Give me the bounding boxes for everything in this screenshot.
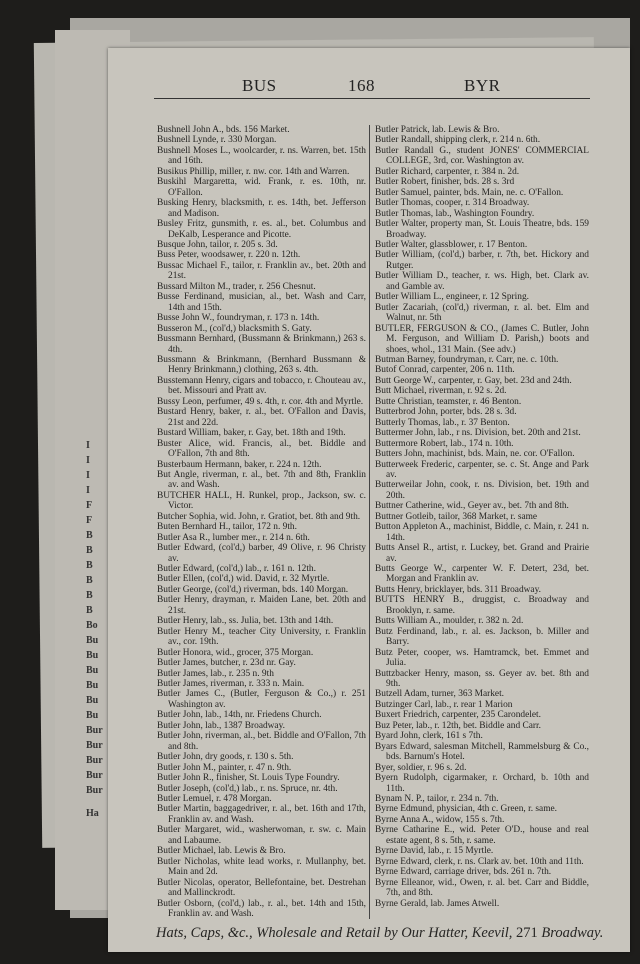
directory-entry: Bussy Leon, perfumer, 49 s. 4th, r. cor. 4th and Myrtle.	[157, 396, 364, 407]
directory-entry: Butler Michael, lab. Lewis & Bro.	[157, 846, 286, 857]
directory-entry: Butz Peter, cooper, ws. Hamtramck, bet. Emmet and Julia.	[375, 647, 589, 669]
underlying-text-fragment: Bu	[86, 680, 99, 691]
directory-entry: Buskihl Margaretta, wid. Frank, r. es. 10th, nr. O'Fallon.	[157, 177, 366, 198]
underlying-text-fragment: Bur	[86, 755, 103, 766]
directory-entry: BUTLER, FERGUSON & CO., (James C. Butler, John M. Ferguson, and William D. Parish,) boots and shoes, whol., 131 Main. (See adv.)	[375, 323, 589, 355]
directory-entry: Buttzbacker Henry, mason, ss. Geyer av. bet. 8th and 9th.	[375, 668, 589, 690]
directory-entry: Butt George W., carpenter, r. Gay, bet. 23d and 24th.	[375, 375, 572, 386]
directory-entry: Butler Asa R., lumber mer., r. 214 n. 6th.	[157, 532, 310, 543]
directory-entry: Butler John, riverman, al., bet. Biddle and O'Fallon, 7th and 8th.	[157, 731, 366, 752]
directory-entry: Butterweek Frederic, carpenter, se. c. St. Ange and Park av.	[375, 459, 589, 480]
directory-entry: Butler Zacariah, (col'd,) riverman, r. al. bet. Elm and Walnut, nr. 5th	[375, 302, 589, 324]
directory-entry: Buttner Gotleib, tailor, 368 Market, r. same	[375, 511, 538, 522]
page-number: 168	[348, 76, 375, 95]
right-guide-word: BYR	[464, 76, 501, 95]
directory-entry: Byrne Anna A., widow, 155 s. 7th.	[375, 814, 505, 825]
directory-entry: Butler William, (col'd,) barber, r. 7th, bet. Hickory and Rutger.	[375, 250, 589, 271]
directory-entry: Butler James C., (Butler, Ferguson & Co.,) r. 251 Washington av.	[157, 689, 366, 710]
directory-entry: Butterbrod John, porter, bds. 28 s. 3d.	[375, 407, 517, 418]
directory-entry: Butler Osborn, (col'd,) lab., r. al., bet. 14th and 15th, Franklin av. and Wash.	[157, 898, 366, 919]
directory-entry: Byars Edward, salesman Mitchell, Rammelsburg & Co., bds. Barnum's Hotel.	[375, 741, 589, 763]
directory-entry: Butterly Thomas, lab., r. 37 Benton.	[375, 417, 510, 428]
underlying-text-fragment: I	[86, 485, 90, 496]
underlying-text-fragment: Bo	[86, 620, 98, 631]
directory-entry: Byrne David, lab., r. 15 Myrtle.	[375, 846, 494, 857]
underlying-text-fragment: B	[86, 530, 93, 541]
directory-entry: Butzell Adam, turner, 363 Market.	[375, 689, 505, 700]
directory-entry: Buxert Friedrich, carpenter, 235 Carondelet.	[375, 710, 541, 721]
directory-entry: Butler Ellen, (col'd,) wid. David, r. 32 Myrtle.	[157, 574, 330, 585]
directory-entry: Byrne Catharine E., wid. Peter O'D., house and real estate agent, 8 s. 5th, r. same.	[375, 825, 589, 846]
directory-entry: Bussmann & Brinkmann, (Bernhard Bussmann & Henry Brinkmann,) clothing, 263 s. 4th.	[157, 354, 366, 376]
directory-entry: Bustard Henry, baker, r. al., bet. O'Fallon and Davis, 21st and 22d.	[157, 407, 366, 428]
directory-entry: Busstemann Henry, cigars and tobacco, r. Chouteau av., bet. Missouri and Pratt av.	[157, 375, 366, 397]
directory-entry: Butler John M., painter, r. 47 n. 9th.	[157, 762, 292, 773]
directory-entry: Byard John, clerk, 161 s 7th.	[375, 731, 483, 742]
directory-entry: Butler William L., engineer, r. 12 Spring.	[375, 292, 529, 303]
header-rule	[154, 98, 590, 99]
footer-ad-text: Hats, Caps, &c., Wholesale and Retail by Our Hatter, Keevil,	[156, 925, 517, 942]
directory-entry: Byer, soldier, r. 96 s. 2d.	[375, 762, 467, 773]
directory-entry: Butler Robert, finisher, bds. 28 s. 3rd	[375, 177, 515, 188]
directory-entry: Butler Joseph, (col'd,) lab., r. ns. Spruce, nr. 4th.	[157, 783, 338, 794]
directory-entry: Butts George W., carpenter W. F. Detert, 23d, bet. Morgan and Franklin av.	[375, 564, 589, 585]
directory-entry: Bushnell John A., bds. 156 Market.	[157, 125, 290, 135]
underlying-text-fragment: Bu	[86, 710, 99, 721]
directory-entry: Butler Edward, (col'd,) lab., r. 161 n. 12th.	[157, 564, 316, 575]
directory-entry: Busseron M., (col'd,) blacksmith S. Gaty.	[157, 323, 312, 334]
directory-entry: Bustard William, baker, r. Gay, bet. 18th and 19th.	[157, 428, 346, 439]
directory-entry: Buss Peter, woodsawer, r. 220 n. 12th.	[157, 250, 301, 261]
directory-entry: Byrne Gerald, lab. James Atwell.	[375, 898, 500, 909]
directory-page	[108, 48, 630, 952]
directory-entry: Butman Barney, foundryman, r. Carr, ne. c. 10th.	[375, 354, 559, 365]
directory-entry: Butler Edward, (col'd,) barber, 49 Olive, r. 96 Christy av.	[157, 543, 366, 564]
directory-entry: Busikus Phillip, miller, r. nw. cor. 14th and Warren.	[157, 166, 350, 177]
directory-entry: Butler John, lab., 14th, nr. Friedens Church.	[157, 710, 322, 721]
directory-entry: Butler Henry, drayman, r. Maiden Lane, bet. 20th and 21st.	[157, 595, 366, 616]
directory-entry: Buten Bernhard H., tailor, 172 n. 9th.	[157, 522, 297, 533]
directory-entry: Butler James, butcher, r. 23d nr. Gay.	[157, 658, 296, 669]
footer-advertisement	[156, 925, 604, 952]
directory-entry: Butler George, (col'd,) riverman, bds. 140 Morgan.	[157, 584, 349, 595]
page-header	[108, 48, 630, 98]
underlying-text-fragment: Bu	[86, 635, 99, 646]
directory-entry: Butler John R., finisher, St. Louis Type Foundry.	[157, 773, 340, 784]
directory-entry: Butler Randall, shipping clerk, r. 214 n. 6th.	[375, 135, 541, 146]
directory-entry: Buster Alice, wid. Francis, al., bet. Biddle and O'Fallon, 7th and 8th.	[157, 438, 366, 460]
directory-entry: Buz Peter, lab., r. 12th, bet. Biddle and Carr.	[375, 720, 541, 731]
directory-entry: Butler Henry, lab., ss. Julia, bet. 13th and 14th.	[157, 616, 334, 627]
directory-entry: Butler William D., teacher, r. ws. High, bet. Clark av. and Gamble av.	[375, 271, 589, 292]
directory-entry: Bushnell Moses L., woolcarder, r. ns. Warren, bet. 15th and 16th.	[157, 145, 366, 167]
directory-entry: Byrne Edward, carriage driver, bds. 261 n. 7th.	[375, 867, 552, 878]
directory-entry: Butler Walter, property man, St. Louis Theatre, bds. 159 Broadway.	[375, 219, 589, 240]
underlying-text-fragment: I	[86, 470, 90, 481]
underlying-text-fragment: Bur	[86, 785, 103, 796]
directory-entry: Butler Thomas, cooper, r. 314 Broadway.	[375, 198, 530, 209]
directory-entry: Byrne Edmund, physician, 4th c. Green, r. same.	[375, 804, 557, 815]
directory-entry: Butz Ferdinand, lab., r. al. es. Jackson, b. Miller and Barry.	[375, 626, 589, 648]
directory-entry: Butler Margaret, wid., washerwoman, r. sw. c. Main and Labaume.	[157, 825, 366, 846]
columns	[157, 125, 589, 919]
directory-entry: Butof Conrad, carpenter, 206 n. 11th.	[375, 365, 515, 376]
directory-entry: Butcher Sophia, wid. John, r. Gratiot, bet. 8th and 9th.	[157, 511, 361, 522]
directory-entry: Bussard Milton M., trader, r. 256 Chesnut.	[157, 281, 316, 292]
directory-entry: Buttner Catherine, wid., Geyer av., bet. 7th and 8th.	[375, 501, 569, 512]
directory-entry: Butler Samuel, painter, bds. Main, ne. c. O'Fallon.	[375, 187, 564, 198]
underlying-text-fragment: Ha	[86, 808, 99, 819]
directory-entry: Bussmann Bernhard, (Bussmann & Brinkmann,) 263 s. 4th.	[157, 334, 366, 355]
underlying-page-text	[86, 440, 108, 819]
underlying-text-fragment: I	[86, 455, 90, 466]
underlying-text-fragment: B	[86, 545, 93, 556]
underlying-text-fragment: Bu	[86, 695, 99, 706]
underlying-text-fragment: F	[86, 515, 93, 526]
directory-entry: Butzinger Carl, lab., r. rear 1 Marion	[375, 699, 513, 710]
directory-entry: Busley Fritz, gunsmith, r. es. al., bet. Columbus and DeKalb, Lesperance and Picotte.	[157, 219, 366, 240]
directory-entry: Butler Thomas, lab., Washington Foundry.	[375, 208, 535, 219]
directory-entry: Butler James, lab., r. 235 n. 9th	[157, 668, 274, 679]
footer-ad-number: 271	[516, 925, 538, 942]
directory-entry: Butte Christian, teamster, r. 46 Benton.	[375, 396, 522, 407]
directory-entry: Butler Honora, wid., grocer, 375 Morgan.	[157, 647, 314, 658]
directory-entry: Butters John, machinist, bds. Main, ne. cor. O'Fallon.	[375, 449, 575, 460]
directory-entry: Butts Henry, bricklayer, bds. 311 Broadway.	[375, 584, 541, 595]
directory-entry: Butler Nicolas, operator, Bellefontaine, bet. Destrehan and Mallinckrodt.	[157, 877, 366, 899]
underlying-text-fragment: Bur	[86, 770, 103, 781]
underlying-text-fragment: B	[86, 590, 93, 601]
directory-entry: Busque John, tailor, r. 205 s. 3d.	[157, 239, 278, 250]
right-column	[369, 125, 589, 919]
directory-entry: Butler Nicholas, white lead works, r. Mullanphy, bet. Main and 2d.	[157, 856, 366, 878]
directory-entry: BUTCHER HALL, H. Runkel, prop., Jackson, sw. c. Victor.	[157, 490, 366, 512]
directory-entry: Busterbaum Hermann, baker, r. 224 n. 12th.	[157, 459, 322, 470]
directory-entry: Busking Henry, blacksmith, r. es. 14th, bet. Jefferson and Madison.	[157, 198, 366, 219]
directory-entry: Butler John, lab., 1387 Broadway.	[157, 720, 286, 731]
directory-entry: Buttermore Robert, lab., 174 n. 10th.	[375, 438, 514, 449]
directory-entry: Byrne Edward, clerk, r. ns. Clark av. bet. 10th and 11th.	[375, 856, 584, 867]
underlying-text-fragment: F	[86, 500, 93, 511]
directory-entry: Bussac Michael F., tailor, r. Franklin av., bet. 20th and 21st.	[157, 260, 366, 282]
directory-entry: Byern Rudolph, cigarmaker, r. Orchard, b. 10th and 11th.	[375, 773, 589, 794]
directory-entry: Butts Ansel R., artist, r. Luckey, bet. Grand and Prairie av.	[375, 543, 589, 564]
directory-entry: Byrne Elleanor, wid., Owen, r. al. bet. Carr and Biddle, 7th, and 8th.	[375, 877, 589, 899]
directory-entry: Butler Patrick, lab. Lewis & Bro.	[375, 125, 500, 135]
directory-entry: Butler John, dry goods, r. 130 s. 5th.	[157, 752, 294, 763]
footer-ad-street: Broadway.	[537, 925, 604, 942]
directory-entry: But Angle, riverman, r. al., bet. 7th and 8th, Franklin av. and Wash.	[157, 469, 366, 491]
directory-entry: Buttermer John, lab., r ns. Division, bet. 20th and 21st.	[375, 428, 581, 439]
underlying-text-fragment: I	[86, 440, 90, 451]
directory-entry: Busse John W., foundryman, r. 173 n. 14th.	[157, 313, 320, 324]
directory-entry: Butler Henry M., teacher City University, r. Franklin av., cor. 19th.	[157, 626, 366, 648]
directory-entry: Butterweilar John, cook, r. ns. Division, bet. 19th and 20th.	[375, 480, 589, 501]
underlying-text-fragment: B	[86, 575, 93, 586]
directory-entry: Butt Michael, riverman, r. 92 s. 2d.	[375, 386, 507, 397]
directory-entry: Butts William A., moulder, r. 382 n. 2d.	[375, 616, 524, 627]
left-column	[157, 125, 369, 919]
directory-entry: Butler Lemuel, r. 478 Morgan.	[157, 794, 272, 804]
underlying-text-fragment: B	[86, 605, 93, 616]
directory-entry: Bushnell Lynde, r. 330 Morgan.	[157, 135, 277, 146]
directory-entry: BUTTS HENRY B., druggist, c. Broadway and Brooklyn, r. same.	[375, 595, 589, 616]
directory-entry: Butler Richard, carpenter, r. 384 n. 2d.	[375, 166, 520, 177]
underlying-text-fragment: Bur	[86, 725, 103, 736]
directory-entry: Butler Martin, baggagedriver, r. al., bet. 16th and 17th, Franklin av. and Wash.	[157, 804, 366, 825]
directory-entry: Butler Walter, glassblower, r. 17 Benton.	[375, 239, 528, 250]
directory-entry: Butler James, riverman, r. 333 n. Main.	[157, 679, 305, 690]
underlying-text-fragment: B	[86, 560, 93, 571]
directory-entry: Bynam N. P., tailor, r. 234 n. 7th.	[375, 794, 499, 804]
underlying-text-fragment: Bu	[86, 665, 99, 676]
directory-entry: Butler Randall G., student JONES' COMMERCIAL COLLEGE, 3rd, cor. Washington av.	[375, 145, 589, 167]
directory-entry: Button Appleton A., machinist, Biddle, c. Main, r. 241 n. 14th.	[375, 522, 589, 543]
underlying-text-fragment: Bur	[86, 740, 103, 751]
underlying-text-fragment: Bu	[86, 650, 99, 661]
left-guide-word: BUS	[242, 76, 277, 95]
directory-entry: Busse Ferdinand, musician, al., bet. Wash and Carr, 14th and 15th.	[157, 292, 366, 313]
